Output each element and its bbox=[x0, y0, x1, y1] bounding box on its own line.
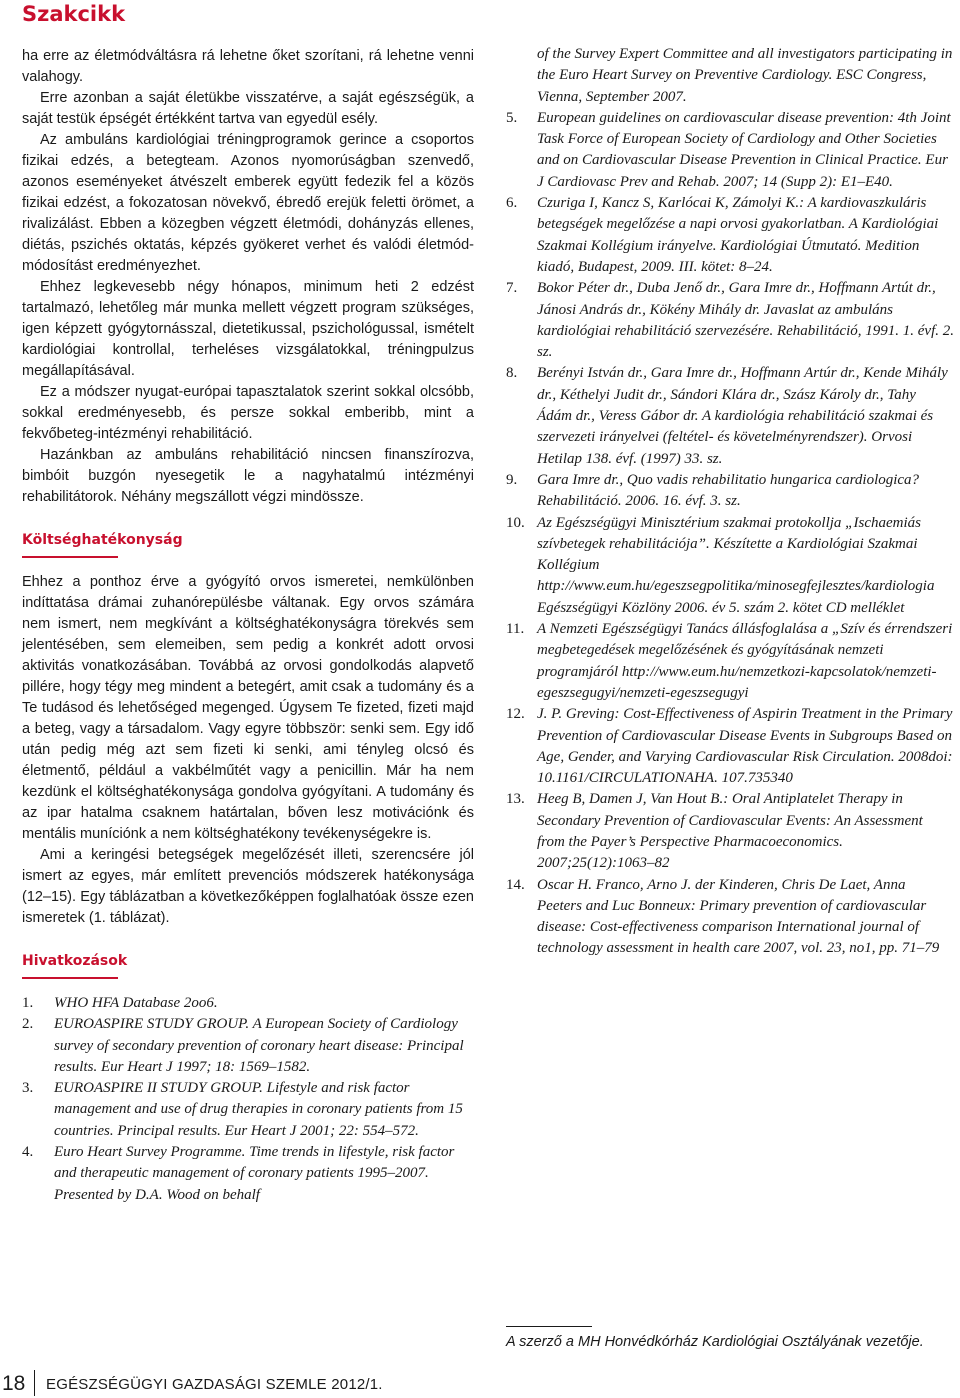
body-paragraph: Ehhez legkevesebb négy hónapos, minimum heti 2 edzést tartalmazó, lehetőleg már munka mellett végzett program szükséges, igen képzett gyógytornásszal, dietetikussal, pszichológussal, ismételt kardiológiai kontrollal, terheléses vizsgálatokkal, tréningpulzus megállapításával. bbox=[22, 279, 474, 379]
section-header: Szakcikk bbox=[22, 2, 126, 26]
section-rule bbox=[22, 977, 118, 979]
body-paragraph: Erre azonban a saját életükbe visszatérve, a saját egészségük, a saját testük épségét értékként tartva van egyedül esély. bbox=[22, 90, 474, 127]
reference-number: 9. bbox=[506, 471, 518, 488]
reference-text: WHO HFA Database 2oo6. bbox=[54, 995, 218, 1011]
reference-number: 12. bbox=[506, 706, 525, 723]
reference-text: of the Survey Expert Committee and all investigators participating in the Euro Heart Survey on Preventive Cardiology. ESC Congress, Vienna, September 2007. bbox=[537, 46, 953, 105]
section-title-references: Hivatkozások bbox=[22, 953, 128, 969]
reference-number: 5. bbox=[506, 109, 518, 126]
reference-item bbox=[506, 193, 954, 278]
page-footer bbox=[0, 1370, 480, 1398]
reference-number: 13. bbox=[506, 791, 525, 808]
reference-item bbox=[22, 993, 474, 1014]
reference-text: Euro Heart Survey Programme. Time trends in lifestyle, risk factor and therapeutic management of coronary patients 1995–2007. Presented by D.A. Wood on behalf bbox=[54, 1144, 455, 1203]
reference-text: Gara Imre dr., Quo vadis rehabilitatio hungarica cardiologica? Rehabilitáció. 2006. 16. évf. 3. sz. bbox=[537, 471, 920, 510]
reference-item bbox=[506, 108, 954, 193]
author-note-rule bbox=[506, 1326, 592, 1327]
reference-list-left bbox=[22, 993, 474, 1206]
reference-text: A Nemzeti Egészségügyi Tanács állásfoglalása a „Szív és érrendszeri megbetegedések megelőzésének és gyógyításának nemzeti programjáról http://www.eum.hu/nemzetkozi-kapcsolatok/nemzeti-egeszsegugyi/nemzeti-egeszsegugyi bbox=[537, 621, 953, 701]
reference-number: 8. bbox=[506, 365, 518, 382]
reference-text: Az Egészségügyi Minisztérium szakmai protokollja „Ischaemiás szívbetegek rehabilitációja”. Készítette a Kardiológiai Szakmai Kollégium http://www.eum.hu/egeszsegpolitika/minosegfejlesztes/kardiologia Egészségügyi Közlöny 2006. év 5. szám 2. kötet CD melléklet bbox=[537, 514, 935, 616]
reference-text: EUROASPIRE II STUDY GROUP. Lifestyle and risk factor management and use of drug therapies in coronary patients from 15 countries. Principal results. Eur Heart J 2001; 22: 554–572. bbox=[54, 1080, 463, 1139]
footer-divider bbox=[34, 1370, 35, 1396]
body-paragraph: Hazánkban az ambuláns rehabilitáció nincsen finanszírozva, bimbóit buzgón nyesegetik le a nagyhatalmú intézményi rehabilitátorok. Néhány megszállott végzi mindössze. bbox=[22, 447, 474, 505]
reference-number: 3. bbox=[22, 1080, 34, 1097]
page-number: 18 bbox=[2, 1372, 26, 1395]
reference-text: Berényi István dr., Gara Imre dr., Hoffmann Artúr dr., Kende Mihály dr., Kéthelyi Judit dr., Sándori Klára dr., Szász Károly dr., Tahy Ádám dr., Veress Gábor dr. A kardiológia rehabilitáció szakmai és szervezeti irányelvei (feltétel- és követelményrendszer). Orvosi Hetilap 138. évf. (1997) 33. sz. bbox=[537, 365, 948, 467]
reference-text: Czuriga I, Kancz S, Karlócai K, Zámolyi K.: A kardiovaszkuláris betegségek megelőzése a napi orvosi gyakorlatban. A Kardiológiai Szakmai Kollégium irányelve. Kardiológiai Útmutató. Medition kiadó, Budapest, 2009. III. kötet: 8–24. bbox=[537, 195, 939, 275]
body-paragraph: Ami a keringési betegségek megelőzését illeti, szerencsére jól ismert az egyes, már említett prevenciós módszerek hatékonysága (12–15). Egy táblázatban a következőképpen foglalhatóak össze ezen ismeretek (1. táblázat). bbox=[22, 847, 474, 926]
journal-title: EGÉSZSÉGÜGYI GAZDASÁGI SZEMLE 2012/1. bbox=[46, 1376, 383, 1393]
reference-number: 4. bbox=[22, 1144, 34, 1161]
reference-number: 1. bbox=[22, 995, 34, 1011]
body-paragraph: ha erre az életmódváltásra rá lehetne őket szorítani, rá lehetne venni valahogy. bbox=[22, 48, 474, 85]
section-rule bbox=[22, 556, 118, 558]
reference-item bbox=[506, 619, 954, 704]
reference-item bbox=[506, 44, 954, 108]
reference-text: Oscar H. Franco, Arno J. der Kinderen, Chris De Laet, Anna Peeters and Luc Bonneux: Primary prevention of cardiovascular disease: Cost-effectiveness comparison International journal of technology assessment in health care 2007, vol. 23, no1, pp. 71–79 bbox=[537, 876, 940, 957]
reference-item bbox=[506, 789, 954, 874]
right-column bbox=[506, 44, 954, 960]
reference-number: 7. bbox=[506, 280, 518, 297]
reference-list-right bbox=[506, 44, 954, 960]
reference-item bbox=[22, 1142, 474, 1206]
body-paragraph: Ez a módszer nyugat-európai tapasztalatok szerint sokkal olcsóbb, sokkal eredményesebb, és persze sokkal emberibb, mint a fekvőbeteg-intézményi rehabilitáció. bbox=[22, 384, 474, 442]
reference-text: EUROASPIRE STUDY GROUP. A European Society of Cardiology survey of secondary prevention of coronary heart disease: Principal results. Eur Heart J 1997; 18: 1569–1582. bbox=[54, 1016, 464, 1075]
author-note: A szerző a MH Honvédkórház Kardiológiai Osztályának vezetője. bbox=[506, 1334, 924, 1350]
reference-text: J. P. Greving: Cost-Effectiveness of Aspirin Treatment in the Primary Prevention of Cardiovascular Disease Events in Subgroups Based on Age, Gender, and Varying Cardiovascular Risk Circulation. 2008doi: 10.1161/CIRCULATIONAHA. 107.735340 bbox=[537, 706, 953, 787]
reference-item bbox=[506, 513, 954, 619]
reference-item bbox=[22, 1014, 474, 1078]
reference-number: 2. bbox=[22, 1016, 34, 1033]
left-column bbox=[22, 46, 474, 1206]
reference-number: 10. bbox=[506, 514, 525, 531]
reference-item bbox=[506, 704, 954, 789]
reference-number: 6. bbox=[506, 195, 518, 212]
reference-item bbox=[506, 363, 954, 469]
reference-item bbox=[22, 1078, 474, 1142]
section-title-cost-effectiveness: Költséghatékonyság bbox=[22, 532, 183, 548]
reference-item bbox=[506, 470, 954, 513]
reference-item bbox=[506, 875, 954, 960]
body-paragraph: Az ambuláns kardiológiai tréningprogramok gerince a csoportos fizikai edzés, a betegteam. Azonos nyomorúságban szenvedő, azonos eseményeket átvészelt emberek együtt fedezik fel a közös fizikai edzést, a fokozatosan növekvő, ébredő erejük feletti örömet, a rivalizálást. Ebben a közegben végzett életmódi, dohányzás ellenes, diétás, pszichés oktatás, képzés gyökeret verhet és valódi életmód-módosítást eredményezhet. bbox=[22, 132, 474, 274]
body-paragraph: Ehhez a ponthoz érve a gyógyító orvos ismeretei, nemkülönben indíttatása drámai zuhanórepülésbe váltanak. Egy orvos számára nem ismert, nem megkívánt a költséghatékonyságra törekvés sem jelentésében, sem elemeiben, sem pedig a konkrét adott orvosi aktivitás vonatkozásában. Továbbá az orvosi gondolkodás alapvető pillére, hogy tégy meg mindent a betegért, amit csak a tudomány és a Te tudásod és lehetőséged megenged. Úgysem Te fizeted, fizeti majd a beteg, vagy a társadalom. Vagy egyre többször: senki sem. Egy idő után pedig még azt sem fizeti ki senki, ami tényleg olcsó és életmentő, például a vakbélműtét vagy a penicillin. Már ha nem kezdünk el költséghatékonysága gondolva gyógyítani. A tudomány és az ipar hatalma csaknem határtalan, bőven lesz motivációnk és mentális muníciónk a nem költséghatékony tevékenységekre is. bbox=[22, 574, 474, 842]
reference-text: European guidelines on cardiovascular disease prevention: 4th Joint Task Force of European Society of Cardiology and Other Societies and on Cardiovascular Disease Prevention in Clinical Practice. Eur J Cardiovasc Prev and Rehab. 2007; 14 (Supp 2): E1–E40. bbox=[537, 109, 951, 190]
reference-number: 11. bbox=[506, 621, 525, 638]
reference-text: Heeg B, Damen J, Van Hout B.: Oral Antiplatelet Therapy in Secondary Prevention of Cardiovascular Events: An Assessment from the Payer’s Perspective Pharmacoeconomics. 2007;25(12):1063–82 bbox=[537, 791, 923, 872]
reference-text: Bokor Péter dr., Duba Jenő dr., Gara Imre dr., Hoffmann Artút dr., Jánosi András dr., Kökény Mihály dr. Javaslat az ambuláns kardiológiai rehabilitáció szervezésére. Rehabilitáció, 1991. 1. évf. 2. sz. bbox=[537, 280, 955, 361]
reference-item bbox=[506, 278, 954, 363]
reference-number: 14. bbox=[506, 876, 525, 893]
